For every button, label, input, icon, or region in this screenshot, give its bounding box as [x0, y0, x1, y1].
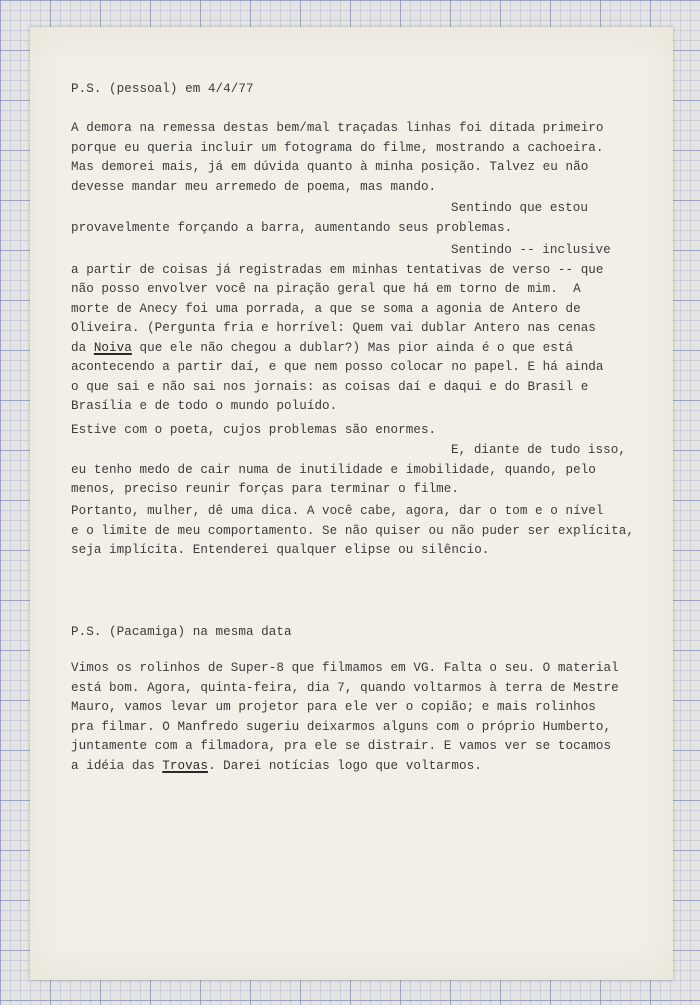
- paragraph3-line-start: Sentindo -- inclusive: [451, 243, 611, 257]
- typewritten-letter-page: [30, 27, 673, 980]
- section2-line-4: pra filmar. O Manfredo sugeriu deixarmos alguns com o próprio Humberto,: [71, 719, 612, 734]
- paragraph6-line-1: Portanto, mulher, dê uma dica. A você cabe, agora, dar o tom e o nível: [71, 504, 604, 518]
- paragraph5-line-2: menos, preciso reunir forças para terminar o filme.: [71, 482, 459, 496]
- paragraph3-line-1: a partir de coisas já registradas em minhas tentativas de verso -- que: [71, 262, 604, 277]
- paragraph2-line-2: provavelmente forçando a barra, aumentando seus problemas.: [71, 220, 513, 235]
- underlined-title-trovas: Trovas: [162, 758, 208, 773]
- section2-line-2: está bom. Agora, quinta-feira, dia 7, quando voltarmos à terra de Mestre: [71, 680, 619, 695]
- text-segment: a idéia das: [71, 758, 163, 773]
- section1-heading: P.S. (pessoal) em 4/4/77: [71, 82, 254, 96]
- paragraph3-line-8: Brasília e de todo o mundo poluído.: [71, 399, 338, 413]
- section2-line-1: Vimos os rolinhos de Super-8 que filmamos em VG. Falta o seu. O material: [71, 661, 619, 675]
- paragraph5-line-start: E, diante de tudo isso,: [451, 443, 626, 457]
- paragraph1-line-4: devesse mandar meu arremedo de poema, mas mando.: [71, 179, 437, 194]
- paragraph6-line-2: e o limite de meu comportamento. Se não quiser ou não puder ser explícita,: [71, 523, 634, 538]
- section2-line-6: [71, 757, 482, 777]
- paragraph6-line-3: seja implícita. Entenderei qualquer elipse ou silêncio.: [71, 543, 490, 557]
- text-segment: . Darei notícias logo que voltarmos.: [207, 758, 482, 773]
- underlined-title-noiva: Noiva: [93, 340, 132, 355]
- section2-line-3: Mauro, vamos levar um projetor para ele ver o copião; e mais rolinhos: [71, 700, 596, 714]
- paragraph1-line-2: porque eu queria incluir um fotograma do filme, mostrando a cachoeira.: [71, 140, 604, 155]
- paragraph1-line-3: Mas demorei mais, já em dúvida quanto à minha posição. Talvez eu não: [71, 160, 589, 174]
- text-segment: da: [71, 340, 94, 355]
- section2-line-5: juntamente com a filmadora, pra ele se distrair. E vamos ver se tocamos: [71, 739, 612, 753]
- paragraph4: Estive com o poeta, cujos problemas são enormes.: [71, 423, 437, 437]
- paragraph5-line-1: eu tenho medo de cair numa de inutilidade e imobilidade, quando, pelo: [71, 462, 596, 477]
- paragraph3-line-4: Oliveira. (Pergunta fria e horrível: Quem vai dublar Antero nas cenas: [71, 321, 596, 335]
- paragraph3-line-3: morte de Anecy foi uma porrada, a que se soma a agonia de Antero de: [71, 301, 581, 316]
- paragraph3-line-2: não posso envolver você na piração geral que há em torno de mim. A: [71, 282, 581, 296]
- paragraph1-line-1: A demora na remessa destas bem/mal traçadas linhas foi ditada primeiro: [71, 121, 604, 135]
- section2-heading: P.S. (Pacamiga) na mesma data: [71, 625, 292, 639]
- paragraph3-line-6: acontecendo a partir daí, e que nem posso colocar no papel. E há ainda: [71, 360, 604, 374]
- text-segment: que ele não chegou a dublar?) Mas pior ainda é o que está: [131, 340, 574, 355]
- paragraph3-line-7: o que sai e não sai nos jornais: as coisas daí e daqui e do Brasil e: [71, 379, 589, 394]
- paragraph2-line-1: Sentindo que estou: [451, 201, 588, 215]
- paragraph3-line-5: [71, 339, 573, 359]
